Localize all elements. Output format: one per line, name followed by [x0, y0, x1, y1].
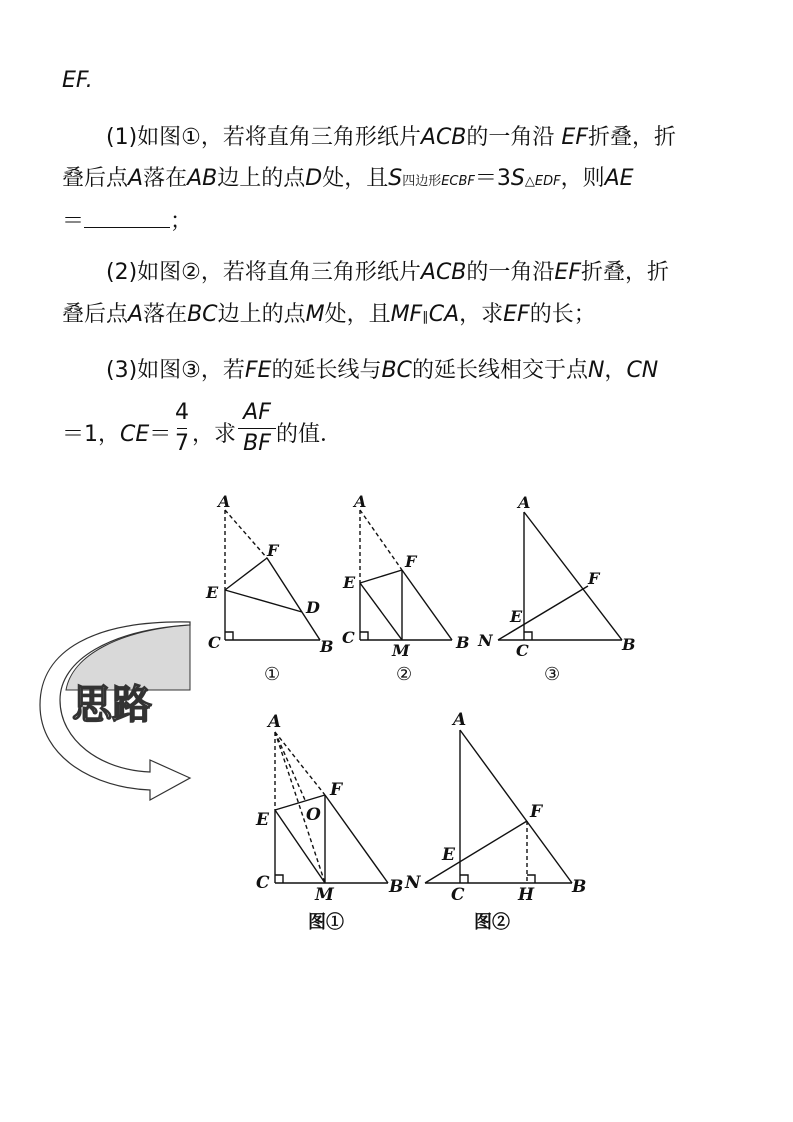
fig3-label-C: C: [516, 641, 529, 660]
fraction-af-bf: AF BF: [238, 400, 276, 457]
fig2-label-M: M: [392, 641, 410, 660]
question-3-line-2-mid: ，求: [192, 422, 237, 447]
hint2-label-E: E: [442, 845, 455, 865]
fig1-label-D: D: [306, 598, 320, 617]
hint-figure-1: [275, 732, 388, 883]
question-3-line-2-end: 的值．: [276, 422, 343, 447]
fig1-caption: ①: [264, 664, 281, 685]
hint2-label-F: F: [530, 802, 543, 822]
hint2-label-A: A: [453, 710, 467, 730]
fig1-label-B: B: [320, 637, 334, 656]
fig3-label-E: E: [510, 607, 523, 626]
fig3-label-B: B: [622, 635, 636, 654]
question-2-line-2: 叠后点A落在BC边上的点M处，且MF∥CA，求EF的长；: [62, 302, 596, 327]
question-1-line-1: (1)如图①，若将直角三角形纸片ACB的一角沿 EF折叠，折: [106, 125, 676, 150]
question-1-line-2: 叠后点A落在AB边上的点D处，且S四边形ECBF＝3S△EDF，则AE: [62, 166, 634, 191]
hint2-caption: 图②: [474, 912, 510, 933]
fig2-label-B: B: [456, 633, 470, 652]
question-1-line-3: ＝ ；: [62, 209, 193, 234]
hint1-label-F: F: [330, 780, 343, 800]
hint2-label-N: N: [405, 873, 421, 893]
hint1-label-C: C: [256, 873, 270, 893]
hint1-label-M: M: [315, 885, 334, 905]
fig1-label-A: A: [218, 492, 231, 511]
thinking-label: 思路: [72, 681, 152, 728]
hint2-label-B: B: [572, 877, 587, 897]
hint-figure-2-labels: [404, 710, 586, 905]
fig3-label-F: F: [588, 569, 600, 588]
hint1-label-B: B: [389, 877, 404, 897]
question-2-line-1: (2)如图②，若将直角三角形纸片ACB的一角沿EF折叠，折: [106, 260, 669, 285]
fig2-label-F: F: [405, 552, 417, 571]
text-ef-top: EF.: [62, 68, 93, 93]
figure-1: [225, 510, 320, 640]
fraction-ce: 4 7: [175, 400, 189, 456]
fig1-label-F: F: [267, 541, 279, 560]
hint1-caption: 图①: [308, 912, 344, 933]
hint1-label-O: O: [306, 805, 321, 825]
question-3-line-1: (3)如图③，若FE的延长线与BC的延长线相交于点N，CN: [106, 358, 659, 383]
fig3-caption: ③: [544, 664, 561, 685]
fig3-label-N: N: [478, 631, 493, 650]
fig2-label-E: E: [343, 573, 356, 592]
fig2-label-C: C: [342, 628, 355, 647]
fig1-label-E: E: [206, 583, 219, 602]
figure-3-labels: [477, 493, 636, 660]
fig3-label-A: A: [518, 493, 531, 512]
hint1-label-E: E: [256, 810, 269, 830]
hint2-label-C: C: [451, 885, 465, 905]
hint1-label-A: A: [268, 712, 282, 732]
hint2-label-H: H: [518, 885, 535, 905]
fig2-label-A: A: [354, 492, 367, 511]
fig2-caption: ②: [396, 664, 413, 685]
fig1-label-C: C: [208, 633, 221, 652]
question-3-line-2: ＝1，CE＝: [62, 422, 172, 447]
figure-2: [360, 510, 452, 640]
